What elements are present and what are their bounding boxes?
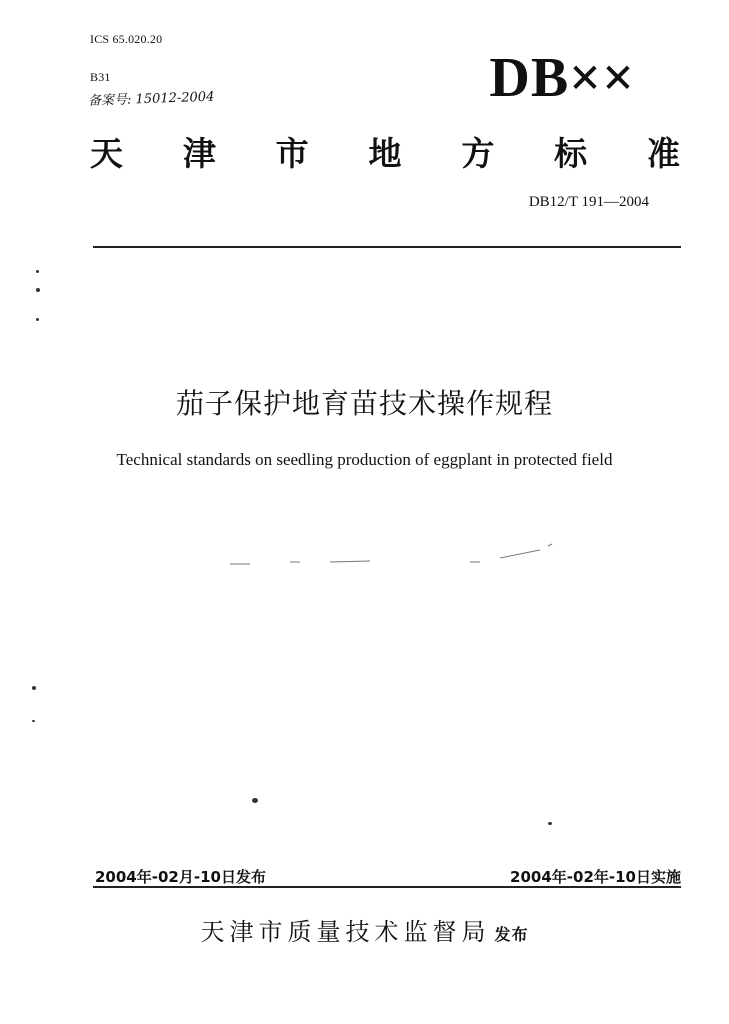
scan-speck bbox=[32, 686, 36, 690]
scan-speck bbox=[36, 318, 39, 321]
standard-type-banner bbox=[90, 128, 680, 175]
issue-date: 2004年-02月-10日发布 bbox=[95, 868, 266, 886]
scan-speck bbox=[252, 798, 258, 803]
scan-streak bbox=[180, 540, 560, 570]
scan-speck bbox=[36, 288, 40, 292]
scan-speck bbox=[548, 822, 552, 825]
banner-char: 地 bbox=[368, 134, 402, 173]
banner-char: 标 bbox=[554, 134, 588, 173]
banner-char: 准 bbox=[646, 134, 680, 173]
scan-speck bbox=[32, 720, 35, 722]
english-title: Technical standards on seedling production of eggplant in protected field bbox=[116, 450, 613, 469]
issuing-authority bbox=[0, 912, 729, 947]
banner-char: 方 bbox=[461, 134, 495, 173]
issuer-name: 天津市质量技术监督局 bbox=[200, 918, 491, 946]
banner-char: 市 bbox=[275, 134, 309, 173]
ics-code: ICS 65.020.20 bbox=[90, 32, 163, 46]
classification-code: B31 bbox=[90, 70, 111, 84]
standard-number: DB12/T 191—2004 bbox=[528, 194, 649, 210]
banner-char: 津 bbox=[182, 134, 216, 173]
header-divider bbox=[93, 246, 681, 248]
banner-char: 天 bbox=[90, 134, 123, 173]
issuer-suffix: 发布 bbox=[494, 925, 529, 944]
chinese-title: 茄子保护地育苗技术操作规程 bbox=[175, 387, 553, 420]
effective-date: 2004年-02年-10日实施 bbox=[510, 868, 681, 886]
scan-speck bbox=[36, 270, 39, 273]
record-number: 备案号: 15012-2004 bbox=[87, 89, 215, 109]
standard-mark: DB×× bbox=[489, 47, 635, 109]
